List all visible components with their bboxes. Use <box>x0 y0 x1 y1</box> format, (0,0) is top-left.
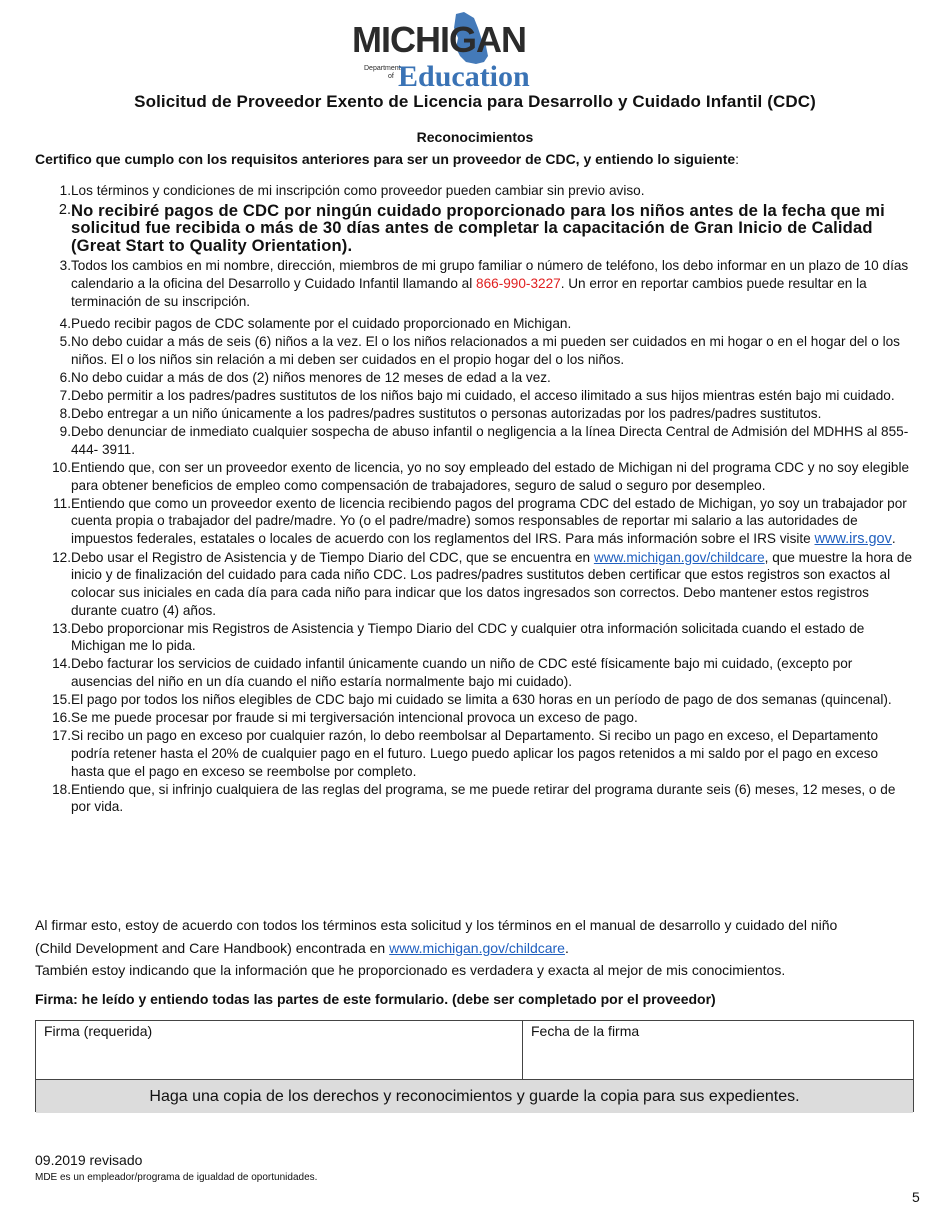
item-number: 1. <box>59 183 71 198</box>
list-item <box>35 495 915 549</box>
handbook-link[interactable]: www.michigan.gov/childcare <box>389 939 565 956</box>
item-text: Debo facturar los servicios de cuidado infantil únicamente cuando un niño de CDC esté físicamente bajo mi cuidado, (excepto por ausencias del niño en un día cuando el niño estaría normalmente bajo mi cuidado). <box>71 656 853 690</box>
item-text: Si recibo un pago en exceso por cualquier razón, lo debo reembolsar al Departamento. Si recibo un pago en exceso, el Departamento podría retener hasta el 20% de cualquier pago en el futuro. Luego puedo aplicar los pagos retenidos a mi saldo por el pago en exceso hasta que el pago en exceso se reembolse por completo. <box>71 728 879 779</box>
page-title: Solicitud de Proveedor Exento de Licencia para Desarrollo y Cuidado Infantil (CDC) <box>134 92 816 111</box>
revision-date: 09.2019 revisado <box>35 1152 143 1168</box>
signature-heading: Firma: he leído y entiendo todas las partes de este formulario. (debe ser completado por el proveedor) <box>35 991 716 1007</box>
item-number: 2. <box>58 201 71 218</box>
item-text: Entiendo que, si infrinjo cualquiera de las reglas del programa, se me puede retirar del programa durante seis (6) meses, 12 meses, o de por vida. <box>71 781 896 815</box>
list-item <box>35 369 915 387</box>
list-item <box>35 655 915 690</box>
list-item <box>35 781 915 816</box>
logo-of: of <box>388 73 394 80</box>
agreement-line: También estoy indicando que la información que he proporcionado es verdadera y exacta al mejor de mis conocimientos. <box>35 962 786 978</box>
item-number: 16. <box>52 710 71 726</box>
list-item <box>35 709 915 727</box>
signature-date-field[interactable] <box>523 1021 913 1079</box>
item-text-part: . <box>891 530 896 546</box>
page-number: 5 <box>912 1189 920 1205</box>
item-number: 12. <box>52 549 71 565</box>
certify-statement <box>35 151 925 167</box>
michigan-education-logo <box>352 12 544 88</box>
item-text-part: , que muestre la hora de inicio y de finalización del cuidado para cada niño CDC. Los padres/padres sustitutos deben certificar que estos registros son exactos al colocar sus iniciales en cada día para cada niño para indicar que los datos ingresados son correctos. Debo mantener estos registros durante cuatro (4) años. <box>71 549 913 618</box>
item-text: Los términos y condiciones de mi inscripción como proveedor pueden cambiar sin previo aviso. <box>71 183 645 198</box>
item-text <box>71 549 915 619</box>
item-number: 3. <box>59 258 71 274</box>
agreement-text: (Child Development and Care Handbook) encontrada en <box>35 939 390 956</box>
signature-row <box>36 1021 913 1080</box>
item-number: 14. <box>52 656 71 672</box>
copy-notice: Haga una copia de los derechos y reconocimientos y guarde la copia para sus expedientes. <box>36 1080 913 1113</box>
item-number: 17. <box>52 728 71 744</box>
irs-link[interactable]: www.irs.gov <box>814 530 892 547</box>
childcare-link[interactable]: www.michigan.gov/childcare <box>593 549 765 565</box>
item-text: Debo permitir a los padres/padres sustitutos de los niños bajo mi cuidado, el acceso ilimitado a sus hijos mientras estén bajo mi cuidado. <box>71 388 895 404</box>
logo-graphic <box>352 12 544 88</box>
list-item <box>35 333 915 368</box>
item-text <box>71 257 915 310</box>
item-number: 13. <box>52 620 71 636</box>
list-item <box>35 405 915 423</box>
item-text: Se me puede procesar por fraude si mi tergiversación intencional provoca un exceso de pago. <box>71 710 638 726</box>
list-item <box>35 257 915 310</box>
list-item <box>35 387 915 405</box>
certify-colon: : <box>735 151 740 167</box>
certify-bold: Certifico que cumplo con los requisitos anteriores para ser un proveedor de CDC, y entiendo lo siguiente <box>35 151 736 167</box>
item-text: Entiendo que, con ser un proveedor exento de licencia, yo no soy empleado del estado de Michigan ni del programa CDC y no soy elegible para obtener beneficios de empleo como compensación de trabajadores, seguro de salud o seguro por desempleo. <box>71 459 910 493</box>
logo-word-bottom: Education <box>398 60 530 88</box>
signature-label: Firma (requerida) <box>44 1023 153 1039</box>
item-number: 11. <box>53 495 71 511</box>
list-item <box>35 727 915 780</box>
signature-table <box>35 1020 914 1112</box>
item-number: 9. <box>59 424 71 440</box>
list-item <box>35 202 915 255</box>
list-item <box>35 423 915 458</box>
item-text: No debo cuidar a más de seis (6) niños a la vez. El o los niños relacionados a mi pueden ser cuidados en mi hogar o en el hogar del o los niños. El o los niños sin relación a mi deben ser cuidados en el propio hogar del o los niños. <box>71 334 900 367</box>
list-item <box>35 691 915 709</box>
list-item <box>35 182 915 200</box>
date-label: Fecha de la firma <box>531 1023 640 1039</box>
phone-number: 866-990-3227 <box>476 275 561 291</box>
item-text: Debo proporcionar mis Registros de Asistencia y Tiempo Diario del CDC y cualquier otra información solicitada cuando el estado de Michigan me lo pida. <box>71 620 865 654</box>
item-number: 6. <box>59 369 71 385</box>
terms-list <box>35 182 915 816</box>
signature-field[interactable] <box>36 1021 523 1079</box>
logo-dept: Department <box>364 65 401 72</box>
item-text: Debo entregar a un niño únicamente a los padres/padres sustitutos o personas autorizadas por los padres/padres sustitutos. <box>71 406 822 422</box>
item-number: 5. <box>59 334 71 350</box>
agreement-text: . <box>564 939 569 956</box>
item-text: Debo denunciar de inmediato cualquier sospecha de abuso infantil o negligencia a la línea Directa Central de Admisión del MDHHS al 855-444- 3911. <box>71 424 909 457</box>
list-item <box>35 549 915 619</box>
item-number: 7. <box>59 388 71 404</box>
agreement-paragraph <box>35 914 915 982</box>
item-number: 4. <box>59 316 71 332</box>
item-text: Puedo recibir pagos de CDC solamente por el cuidado proporcionado en Michigan. <box>71 316 572 332</box>
logo-word-top: MICHIGAN <box>352 19 526 60</box>
item-text-part: Debo usar el Registro de Asistencia y de Tiempo Diario del CDC, que se encuentra en <box>71 549 594 565</box>
item-number: 18. <box>52 781 71 797</box>
item-text-part: Todos los cambios en mi nombre, dirección, miembros de mi grupo familiar o número de teléfono, los debo informar en un plazo de 10 días calendario a la oficina del Desarrollo y Cuidado Infantil llamando al <box>71 258 909 291</box>
agreement-line <box>35 937 915 960</box>
item-text: No recibiré pagos de CDC por ningún cuidado proporcionado para los niños antes de la fecha que mi solicitud fue recibida o más de 30 días antes de completar la capacitación de Gran Inicio de Calidad (Great Start to Quality Orientation). <box>71 200 885 255</box>
item-text-part: Entiendo que como un proveedor exento de licencia recibiendo pagos del programa CDC del estado de Michigan, yo soy un trabajador por cuenta propia o trabajador del padre/madre. Yo (o el padre/madre) somos responsables de reportar mi salario a las autoridades de impuestos federales, estatales o locales de acuerdo con los reglamentos del IRS. Para más información sobre el IRS visite <box>71 495 907 546</box>
equal-opportunity-note: MDE es un empleador/programa de igualdad de oportunidades. <box>35 1172 318 1183</box>
item-text: El pago por todos los niños elegibles de CDC bajo mi cuidado se limita a 630 horas en un período de pago de dos semanas (quincenal). <box>71 692 892 708</box>
item-text <box>71 495 915 549</box>
item-number: 10. <box>52 459 71 475</box>
list-item <box>35 315 915 333</box>
list-item <box>35 459 915 494</box>
item-number: 8. <box>59 406 71 422</box>
item-text-part: . Un error en reportar cambios puede resultar en la terminación de su inscripción. <box>71 275 867 309</box>
list-item <box>35 620 915 655</box>
item-number: 15. <box>52 692 71 708</box>
section-heading: Reconocimientos <box>416 129 534 145</box>
agreement-line: Al firmar esto, estoy de acuerdo con todos los términos esta solicitud y los términos en el manual de desarrollo y cuidado del niño <box>35 917 838 933</box>
item-text: No debo cuidar a más de dos (2) niños menores de 12 meses de edad a la vez. <box>71 369 551 385</box>
